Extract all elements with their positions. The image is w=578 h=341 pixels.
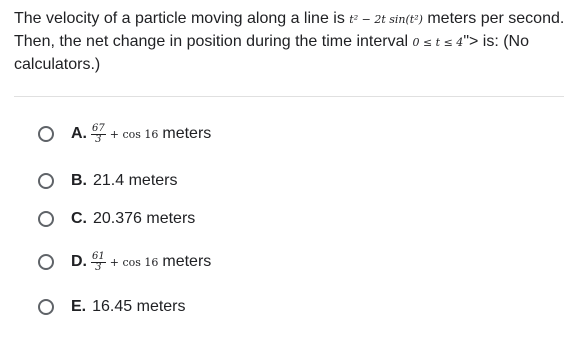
fraction-d-numerator: 61 <box>92 250 105 262</box>
radio-button-b[interactable] <box>38 173 54 189</box>
option-letter-d: D. <box>71 253 87 270</box>
option-letter-e: E. <box>71 298 87 315</box>
divider <box>14 96 564 97</box>
fraction-a-denominator: 3 <box>95 133 102 145</box>
option-letter-a: A. <box>71 125 87 142</box>
option-c-text: 20.376 meters <box>93 210 196 227</box>
option-c[interactable] <box>38 207 195 231</box>
radio-button-e[interactable] <box>38 299 54 315</box>
option-a[interactable] <box>38 122 211 146</box>
option-b-text: 21.4 meters <box>93 172 178 189</box>
question-text <box>14 8 570 76</box>
unit-a: meters <box>162 125 212 142</box>
fraction-a <box>91 124 106 145</box>
velocity-expression: t² − 2t sin(t²) <box>349 13 423 26</box>
question-intro: The velocity of a particle moving along a line is <box>14 10 350 27</box>
option-e[interactable] <box>38 295 186 319</box>
option-d[interactable] <box>38 250 211 274</box>
option-letter-c: C. <box>71 210 87 227</box>
option-a-content <box>87 124 211 145</box>
fraction-a-numerator: 67 <box>92 122 105 134</box>
fraction-d <box>91 252 106 273</box>
radio-button-c[interactable] <box>38 211 54 227</box>
interval-expression: 0 ≤ t ≤ 4 <box>412 36 464 49</box>
question-middle: meters per second. Then, the net change in position during the time interval <box>14 10 565 50</box>
fraction-d-denominator: 3 <box>95 261 102 273</box>
option-d-content <box>87 252 211 273</box>
option-letter-b: B. <box>71 172 87 189</box>
question-end: "> is: (No calculators.) <box>14 33 530 73</box>
radio-button-a[interactable] <box>38 126 54 142</box>
option-e-text: 16.45 meters <box>92 298 186 315</box>
radio-button-d[interactable] <box>38 254 54 270</box>
cos-term-a: + cos 16 <box>109 127 159 141</box>
option-b[interactable] <box>38 169 177 193</box>
unit-d: meters <box>162 253 212 270</box>
cos-term-d: + cos 16 <box>109 255 159 269</box>
